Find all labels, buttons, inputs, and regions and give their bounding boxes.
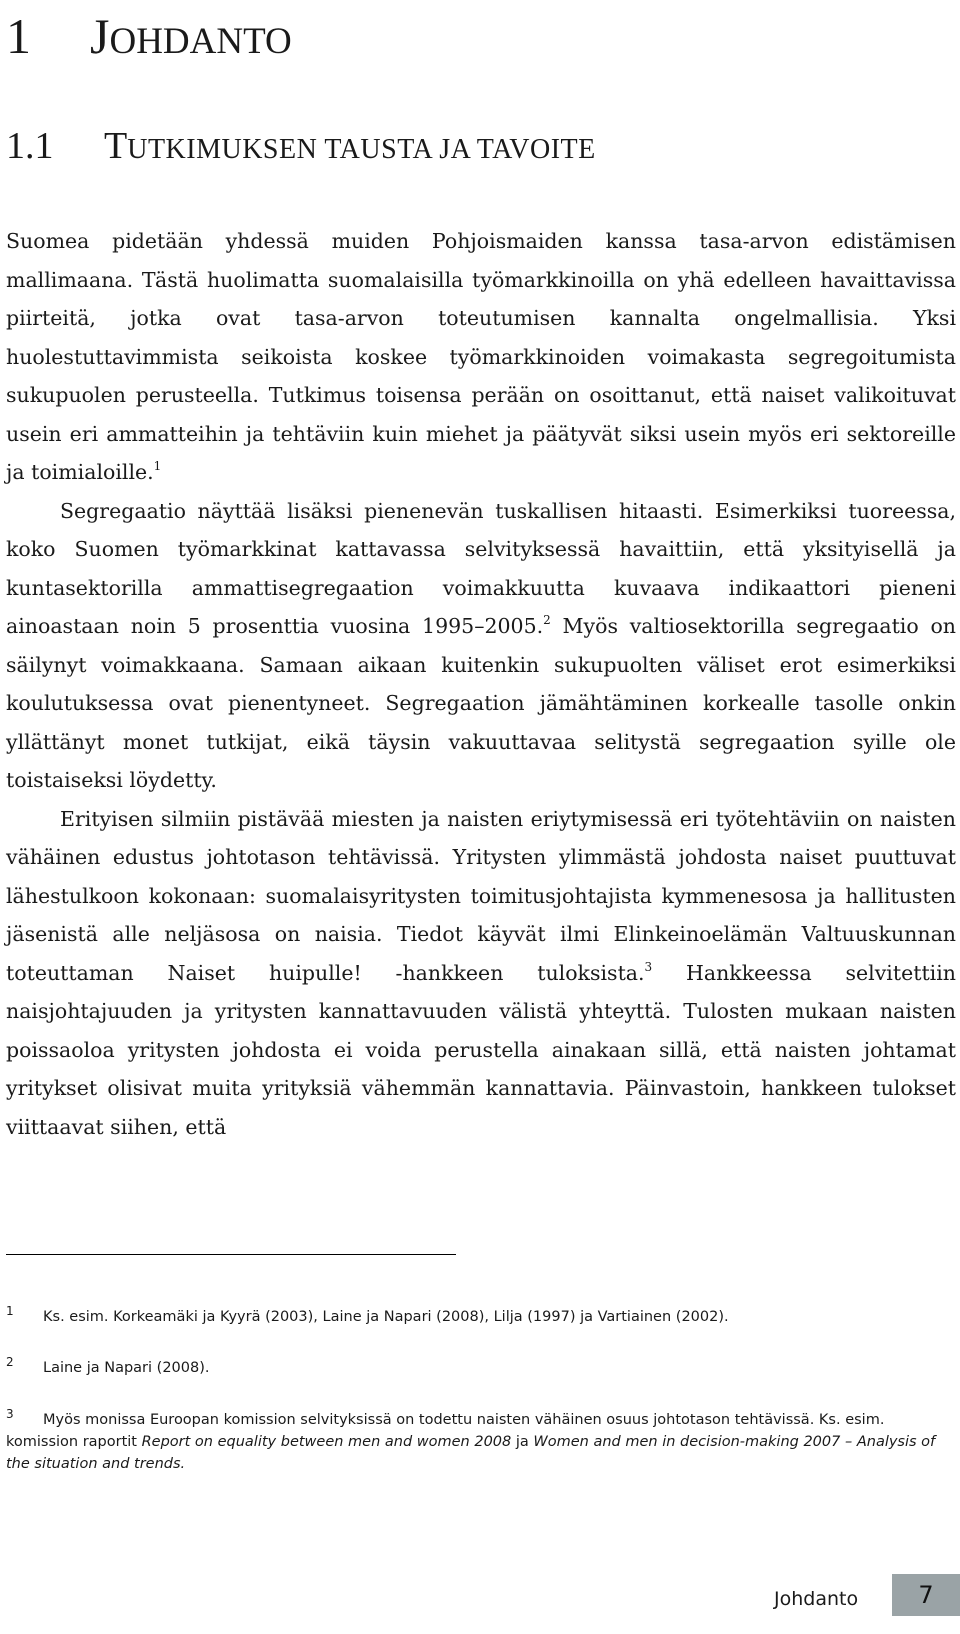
- footnote-ref-1: 1: [153, 459, 162, 473]
- paragraph-1-text: Suomea pidetään yhdessä muiden Pohjoismaiden kanssa tasa-arvon edistämisen mallimaana. Tästä huolimatta suomalaisilla työmarkkinoilla on yhä edelleen havaittavissa piirteitä, jotka ovat tasa-arvon toteutumisen kannalta ongelmallisia. Yksi huolestuttavimmista seikoista koskee työmarkkinoiden voimakasta segregoitumista sukupuolen perusteella. Tutkimus toisensa perään on osoittanut, että naiset valikoituvat usein eri ammatteihin ja tehtäviin kuin miehet ja päätyvät siksi usein myös eri sektoreille ja toimialoille.: [6, 229, 956, 484]
- footnote-2: 2 Laine ja Napari (2008).: [6, 1355, 210, 1376]
- footnote-3-report-title-2: Women and men in decision-making 2007 – Analysis of the situation and trends: [6, 1434, 936, 1472]
- footnote-3-text-b: ja: [511, 1434, 534, 1450]
- footnote-1-text: Ks. esim. Korkeamäki ja Kyyrä (2003), Laine ja Napari (2008), Lilja (1997) ja Vartiainen (2002).: [43, 1309, 729, 1325]
- footnote-divider: [6, 1254, 456, 1255]
- paragraph-1: [6, 222, 956, 492]
- footnote-3-report-title-1: Report on equality between men and women 2008: [141, 1434, 512, 1450]
- section-title-rest: UTKIMUKSEN TAUSTA JA TAVOITE: [127, 134, 596, 165]
- paragraph-2-text-b: Myös valtiosektorilla segregaatio on säilynyt voimakkaana. Samaan aikaan kuitenkin sukupuolten väliset erot esimerkiksi koulutuksessa ovat pienentyneet. Segregaation jämähtäminen korkealle tasolle onkin yllättänyt monet tutkijat, eikä täysin vakuuttavaa selitystä segregaation syille ole toistaiseksi löydetty.: [6, 614, 956, 792]
- section-heading: [6, 122, 596, 174]
- paragraph-3: [6, 800, 956, 1147]
- chapter-title-rest: OHDANTO: [109, 21, 292, 62]
- paragraph-2: [6, 492, 956, 800]
- section-number: 1.1: [6, 125, 54, 167]
- footnote-3-text-a: Myös monissa Euroopan komission selvityksissä on todettu naisten vähäinen osuus johtotason tehtävissä. Ks. esim. komission raportit: [6, 1412, 885, 1450]
- footnote-ref-3: 3: [644, 959, 653, 974]
- footnote-2-text: Laine ja Napari (2008).: [43, 1360, 210, 1376]
- paragraph-2-text-a: Segregaatio näyttää lisäksi pienenevän tuskallisen hitaasti. Esimerkiksi tuoreessa, koko Suomen työmarkkinat kattavassa selvityksessä havaittiin, että yksityisellä ja kuntasektorilla ammattisegregaation voimakkuutta kuvaava indikaattori pieneni ainoastaan noin 5 prosenttia vuosina 1995–2005.: [6, 498, 956, 638]
- footnote-3-text-c: .: [180, 1456, 186, 1472]
- chapter-heading: [6, 6, 292, 72]
- paragraph-3-text-b: Hankkeessa selvitettiin naisjohtajuuden ja yritysten kannattavuuden välistä yhteyttä. Tulosten mukaan naisten poissaoloa yritysten johdosta ei voida perustella ainakaan sillä, että naisten johtamat yritykset olisivat muita yrityksiä vähemmän kannattavia. Päinvastoin, hankkeen tulokset viittaavat siihen, että: [6, 960, 956, 1139]
- page-number: 7: [892, 1574, 960, 1616]
- chapter-number: 1: [6, 8, 31, 64]
- paragraph-3-text-a: Erityisen silmiin pistävää miesten ja naisten eriytymisessä eri työtehtäviin on naisten vähäinen edustus johtotason tehtävissä. Yritysten ylimmästä johdosta naiset puuttuvat lähestulkoon kokonaan: suomalaisyritysten toimitusjohtajista kymmenesosa ja hallitusten jäsenistä alle neljäsosa on naisia. Tiedot käyvät ilmi Elinkeinoelämän Valtuuskunnan toteuttaman Naiset huipulle! -hankkeen tuloksista.: [6, 806, 956, 985]
- running-footer-label: Johdanto: [774, 1588, 859, 1610]
- footnote-3: 3 Myös monissa Euroopan komission selvityksissä on todettu naisten vähäinen osuus johtotason tehtävissä. Ks. esim. komission raportit Report on equality between men and women 2008 ja Women and men in decision-making 2007 – Analysis of the situation and trends.: [6, 1407, 936, 1472]
- footnote-1: 1 Ks. esim. Korkeamäki ja Kyyrä (2003), Laine ja Napari (2008), Lilja (1997) ja Vartiainen (2002).: [6, 1304, 729, 1325]
- body-text: [6, 222, 956, 1146]
- section-title-initial: T: [104, 125, 128, 167]
- chapter-title-initial: J: [90, 8, 110, 64]
- footnote-ref-2: 2: [543, 613, 551, 627]
